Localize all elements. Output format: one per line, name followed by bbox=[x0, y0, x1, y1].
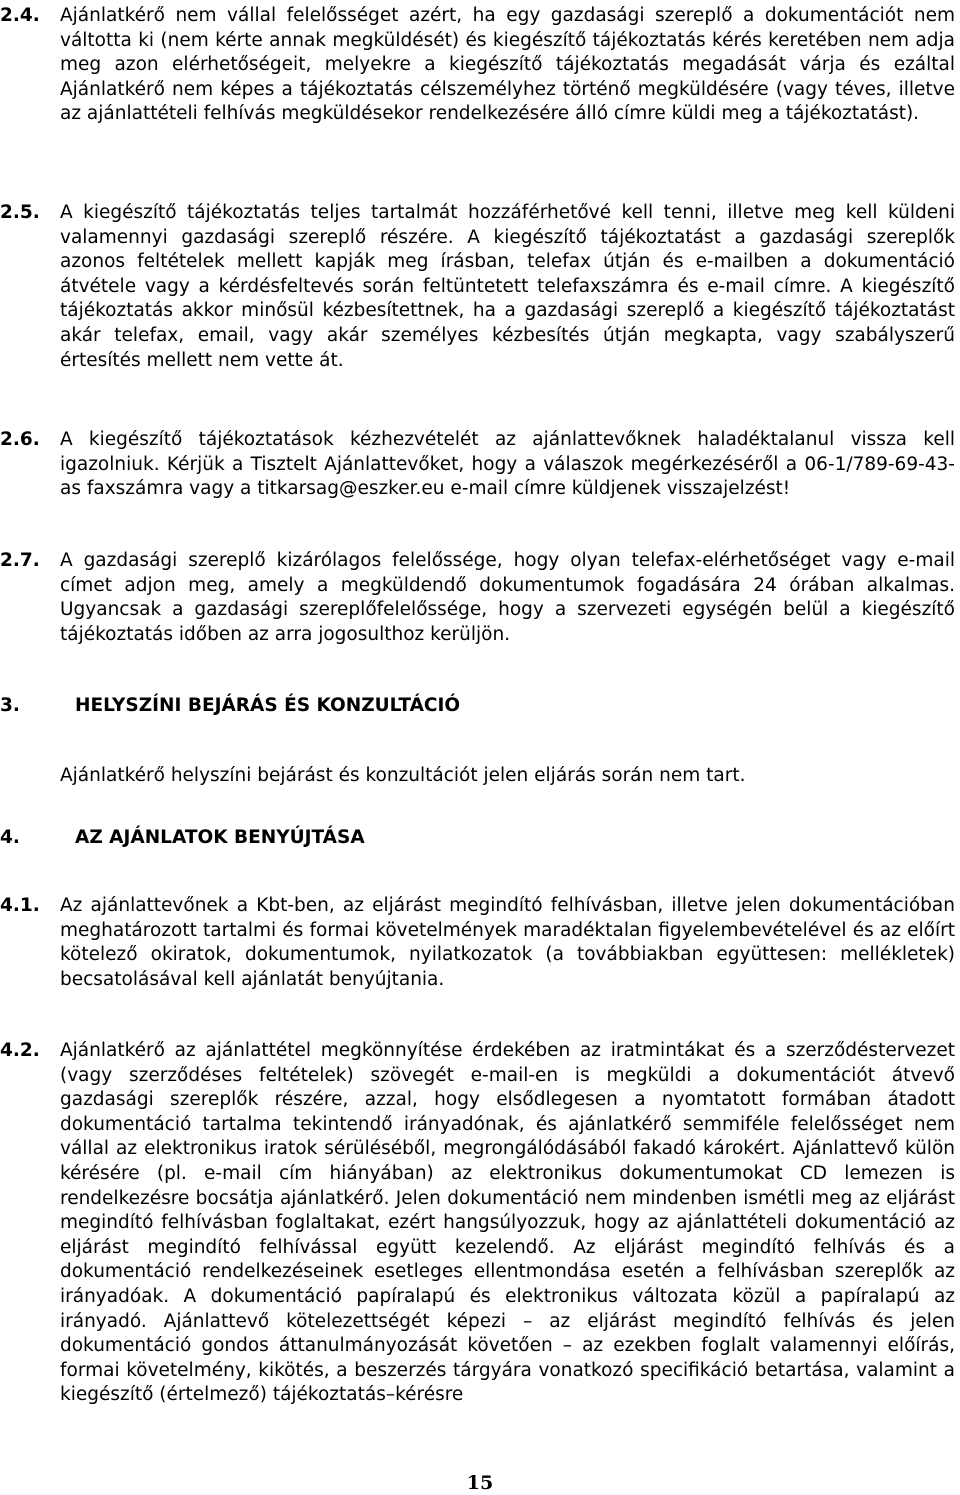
heading-3-text: Ajánlatkérő helyszíni bejárást és konzultációt jelen eljárás során nem tart. bbox=[60, 765, 746, 786]
section-number: 2.5. bbox=[0, 202, 40, 223]
section-text: A gazdasági szereplő kizárólagos felelőssége, hogy olyan telefax-elérhetőséget vagy e-mail címet adjon meg, amely a megküldendő dokumentumok fogadására 24 órában alkalmas. Ugyancsak a gazdasági szereplőfelelőssége, hogy a szervezeti egységén belül a kiegészítő tájékoztatás időben az arra jogosulthoz kerüljön. bbox=[60, 550, 955, 645]
heading-title: HELYSZÍNI BEJÁRÁS ÉS KONZULTÁCIÓ bbox=[75, 695, 461, 716]
section-text: Ajánlatkérő nem vállal felelősséget azért, ha egy gazdasági szereplő a dokumentációt nem váltotta ki (nem kérte annak megküldését) és kiegészítő tájékoztatás kérés keretében nem adja meg azon elérhetőségeit, melyekre a kiegészítő tájékoztatás megadását várja és ezáltal Ajánlatkérő nem képes a tájékoztatás célszemélyhez történő megküldésére (vagy téves, illetve az ajánlattételi felhívás megküldésekor rendelkezésére álló címre küldi meg a tájékoztatást). bbox=[60, 5, 955, 125]
section-number: 2.7. bbox=[0, 550, 40, 571]
section-text: A kiegészítő tájékoztatás teljes tartalmát hozzáférhetővé kell tenni, illetve meg kell küldeni valamennyi gazdasági szereplő részére. A kiegészítő tájékoztatást a gazdasági szereplők azonos feltételek mellett kapják meg írásban, telefax útján és e-mailben a dokumentáció átvétele vagy a kérdésfeltevés során feltüntetett telefaxszámra és e-mail címre. A kiegészítő tájékoztatás akkor minősül kézbesítettnek, ha a gazdasági szereplő a kiegészítő tájékoztatást akár telefax, email, vagy akár személyes kézbesítés útján megkapta, vagy szabályszerű értesítés mellett nem vette át. bbox=[60, 202, 955, 371]
section-text: Ajánlatkérő az ajánlattétel megkönnyítése érdekében az iratmintákat és a szerződéstervezet (vagy szerződéses feltételek) szövegét e-mail-en is megküldi a dokumentációt átvevő gazdasági szereplők részére, azzal, hogy elsődlegesen a nyomtatott formában átadott dokumentáció tartalma tekintendő irányadónak, és ajánlatkérő semmiféle felelősséget nem vállal az elektronikus iratok sérüléséből, megrongálódásából fakadó károkért. Ajánlattevő külön kérésére (pl. e-mail cím hiányában) az elektronikus dokumentumokat CD lemezen is rendelkezésre bocsátja ajánlatkérő. Jelen dokumentáció nem mindenben ismétli meg az eljárást megindító felhívásban foglaltakat, ezért hangsúlyozzuk, hogy az ajánlattételi dokumentáció az eljárást megindító felhívással együtt kezelendő. Az eljárást megindító felhívás és a dokumentáció rendelkezéseinek esetleges ellentmondása esetén a felhívásban szereplők az irányadóak. A dokumentáció papíralapú és elektronikus változata közül a papíralapú az irányadó. Ajánlattevő kötelezettségét képezi – az eljárást megindító felhívás és jelen dokumentáció gondos áttanulmányozását követően – az ezekben foglalt valamennyi előírás, formai követelmény, kikötés, a beszerzés tárgyára vonatkozó specifikáció betartása, valamint a kiegészítő (értelmező) tájékoztatás–kérésre bbox=[60, 1040, 955, 1406]
section-text: A kiegészítő tájékoztatások kézhezvételét az ajánlattevőknek haladéktalanul vissza kell igazolniuk. Kérjük a Tisztelt Ajánlattevőket, hogy a válaszok megérkezéséről a 06-1/789-69-43-as faxszámra vagy a titkarsag@eszker.eu e-mail címre küldjenek visszajelzést! bbox=[60, 429, 955, 500]
heading-number: 3. bbox=[0, 695, 20, 716]
section-text: Az ajánlattevőnek a Kbt-ben, az eljárást megindító felhívásban, illetve jelen dokumentációban meghatározott tartalmi és formai követelmények maradéktalan figyelembevételével és az előírt kötelező okiratok, dokumentumok, nyilatkozatok (a továbbiakban együttesen: mellékletek) becsatolásával kell ajánlatát benyújtania. bbox=[60, 895, 955, 990]
section-number: 4.2. bbox=[0, 1040, 40, 1061]
heading-number: 4. bbox=[0, 827, 20, 848]
section-number: 2.4. bbox=[0, 5, 40, 26]
section-number: 4.1. bbox=[0, 895, 40, 916]
section-number: 2.6. bbox=[0, 429, 40, 450]
page-number: 15 bbox=[466, 1472, 494, 1494]
heading-title: AZ AJÁNLATOK BENYÚJTÁSA bbox=[75, 827, 365, 848]
